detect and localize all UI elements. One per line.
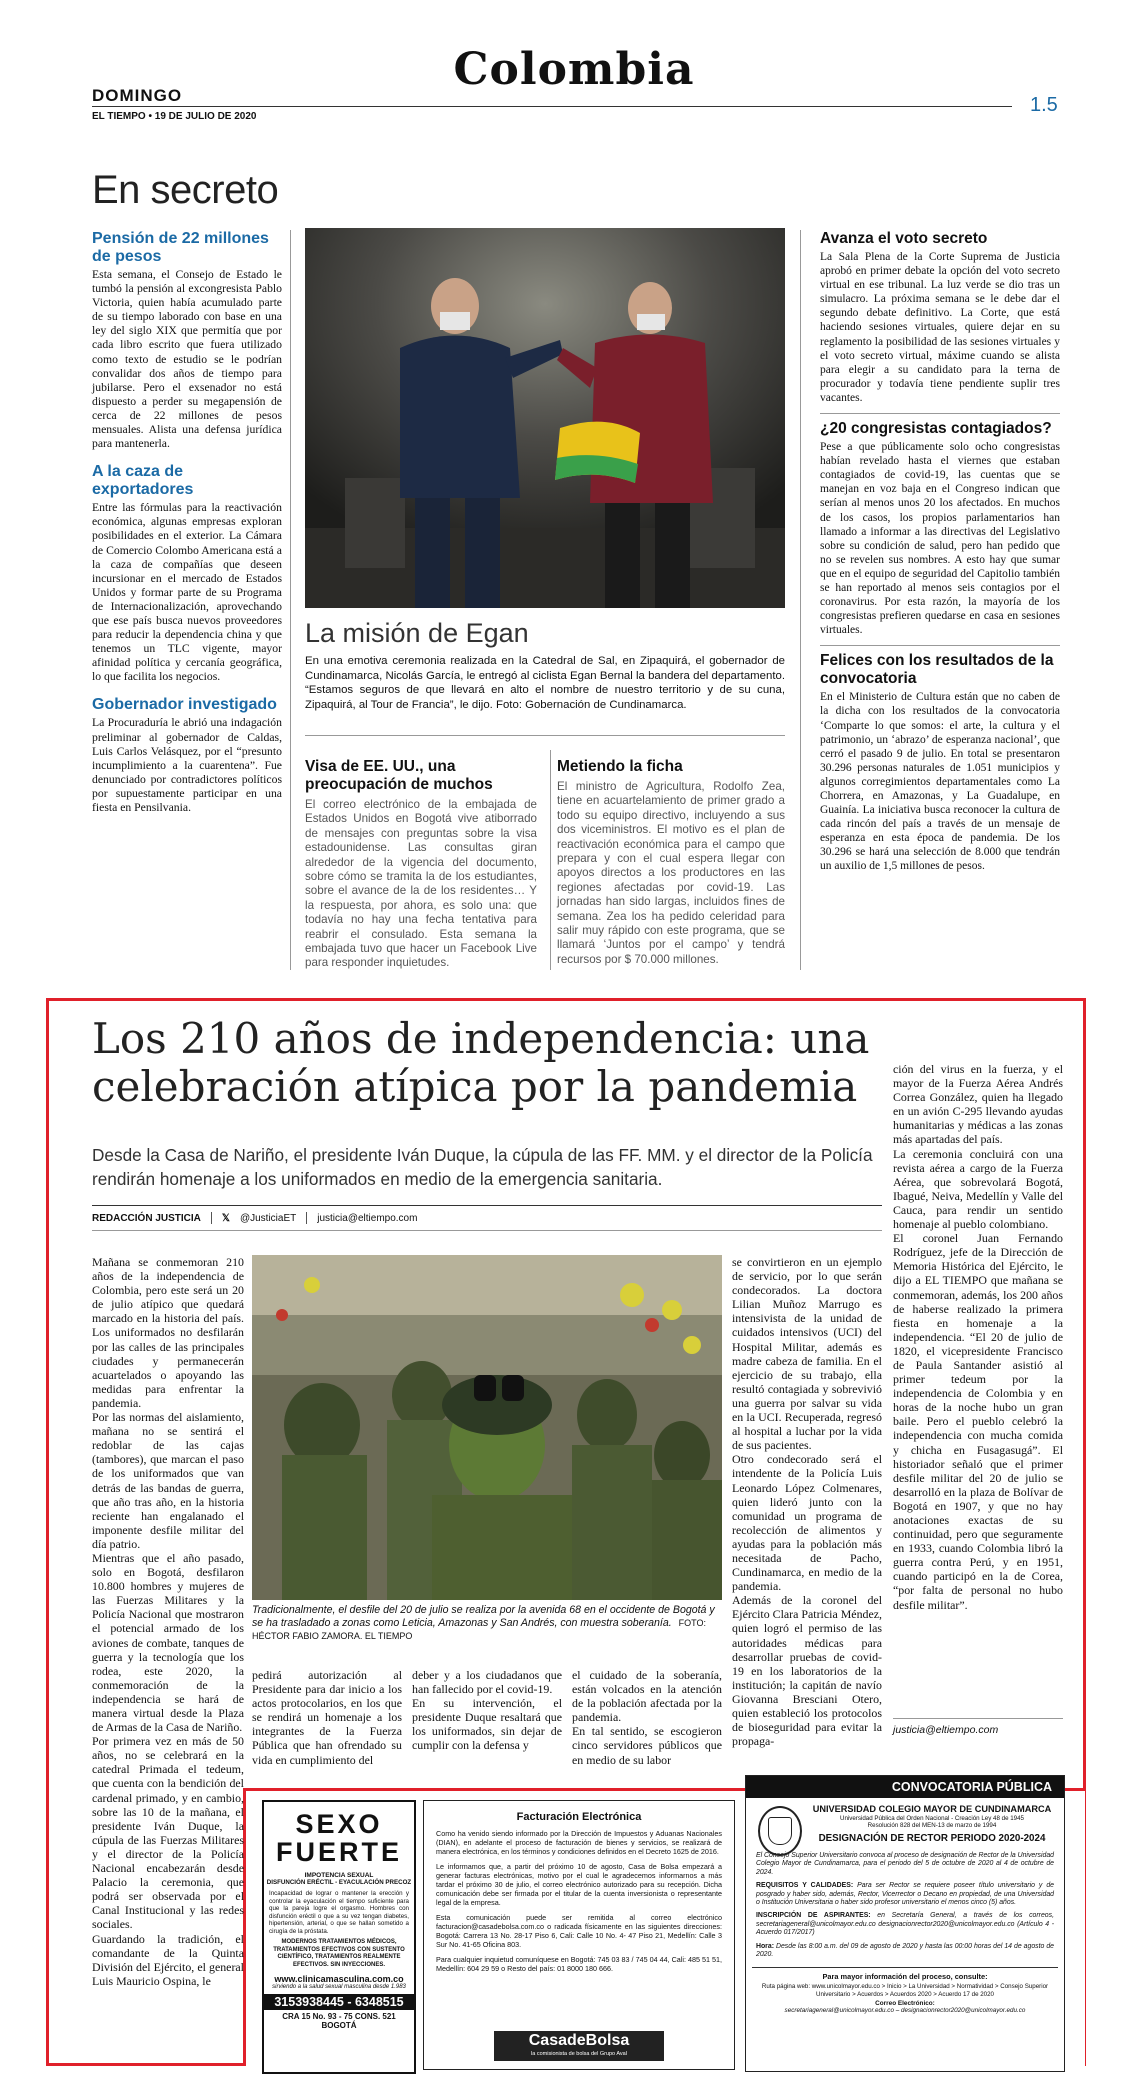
ad-factura-brand-bar xyxy=(494,2031,664,2061)
secreto-item-body: Esta semana, el Consejo de Estado le tumbó la pensión al excongresista Pablo Victoria, quien había acumulado parte de su tiempo laborado con base en una ley del siglo XIX que permitía que por cada libro escrito que fuera utilizado como texto de estudio se le podrían convalidar dos años de tiempo para jubilarse. Pero el exsenador no está dispuesto a perder su megapensión de cerca de 22 millones de pesos mensuales. Alista una defensa jurídica para mantenerla. xyxy=(92,268,282,451)
section-title: Colombia xyxy=(453,44,695,95)
byline-sep xyxy=(211,1212,212,1224)
ad-conv-p1: El Consejo Superior Universitario convoca al proceso de designación de Rector de la Universidad Colegio Mayor de Cundinamarca, para el periodo del 5 de octubre de 2020 al 4 de octubre de 2024. xyxy=(756,1852,1054,1876)
article-col-6: ción del virus en la fuerza, y el mayor de la Fuerza Aérea Andrés Correa González, quien ha llegado en un avión C-295 llevando ayudas humanitarias y médicas a las zonas más apartadas del país. La ceremonia concluirá con una revista aérea a cargo de la Fuerza Aérea, que sobrevolará Bogotá, Ibagué, Neiva, Medellín y Valle del Cauca, para rendir un sentido homenaje al pueblo colombiano. El coronel Juan Fernando Rodríguez, jefe de la Dirección de Memoria Histórica del Ejército, le dijo a EL TIEMPO que mañana se conmemoran, además, los 200 años de haberse realizado la primera fiesta en homenaje a la independencia. “El 20 de julio de 1820, el vicepresidente Francisco de Paula Santander asistió al primer tedeum por la independencia de Colombia y en horas de la noche hubo un gran baile. Pero el pueblo celebró la independencia con mucha comida y chicha en Fusagasugá”. El historiador señaló que el primer desfile militar del 20 de julio se desarrolló en la plaza de Bolívar de Bogotá en 1907, y que no hay anotaciones exactas de su continuidad, pero que seguramente en 1933, cuando Colombia libró la guerra contra Perú, y en 1951, cuando participó en la de Corea, “por falta de personal no hubo desfile militar”. xyxy=(893,1062,1063,1612)
paper-date: EL TIEMPO • 19 DE JULIO DE 2020 xyxy=(92,111,257,122)
right-item-body: En el Ministerio de Cultura están que no caben de la dicha con los resultados de la convocatoria ‘Comparte lo que somos: el arte, la cultura y el patrimonio, un ‘abrazo’ de esperanza nacional’, que cerró el pasado 9 de julio. En total se presentaron 30.296 personas naturales de 1.051 municipios y algunos corregimientos departamentales como La Chorrera, en Amazonas, y La Guadalupe, en Guainía. La iniciativa busca reconocer la cultura de cada rincón del país a través de un mensaje de esperanza en esta época de pandemia. De los 30.296 se hará una selección de 8.000 que tendrán un auxilio de 1,5 millones de pesos. xyxy=(820,691,1060,873)
article-deck: Desde la Casa de Nariño, el presidente Iván Duque, la cúpula de las FF. MM. y el director de la Policía rendirán homenaje a los uniformados en medio de la emergencia sanitaria. xyxy=(92,1145,873,1189)
ad-facturacion[interactable] xyxy=(423,1800,735,2070)
ad-sexo-title-1: SEXO xyxy=(295,1809,383,1839)
ad-conv-ins-text: en Secretaría General, a través de los correos, secretariageneral@unicolmayor.edu.co designacionrector2020@unicolmayor.edu.co (Artículo 4 - Acuerdo 017/2017) xyxy=(756,1912,1054,1937)
ad-sexo-fuerte[interactable] xyxy=(262,1800,416,2074)
ad-conv-req-label: REQUISITOS Y CALIDADES: xyxy=(756,1882,854,1890)
secreto-item-body: Entre las fórmulas para la reactivación económica, algunas empresas exploran posibilidades en el exterior. La Cámara de Comercio Colombo Americana está a la caza de compañías que deseen incursionar en el mercado de Estados Unidos y formar parte de su Programa de Internacionalización, aprovechando que ese país busca nuevos proveedores para reducir la dependencia china y que tenemos un TLC vigente, mayor afinidad política y cercanía geográfica, lo que facilita los negocios. xyxy=(92,501,282,684)
ad-conv-uni: UNIVERSIDAD COLEGIO MAYOR DE CUNDINAMARCA xyxy=(812,1804,1052,1814)
column-rule xyxy=(800,230,801,970)
center-rule xyxy=(305,735,785,736)
ad-factura-brand: CasadeBolsa xyxy=(528,2032,630,2049)
secreto-item-title: A la caza de exportadores xyxy=(92,463,194,499)
secreto-title: En secreto xyxy=(92,168,279,212)
right-item-body: La Sala Plena de la Corte Suprema de Justicia aprobó en primer debate la opción del voto secreto virtual en ese tribunal. La luz verde se dio tras un simulacro. La próxima semana se le debe dar el segundo debate definitivo. La Corte, que está haciendo sesiones virtuales, quiere dejar en su reglamento la posibilidad de las sesiones virtuales y el voto secreto virtual, máxime cuando se alista para elegir a su candidato para la terna de procurador y todavía tiene pendiente suplir tres vacantes. xyxy=(820,251,1060,404)
header-rule xyxy=(92,106,1012,107)
parade-photo xyxy=(252,1255,722,1600)
right-item-body: Pese a que públicamente solo ocho congresistas habían revelado hasta el viernes que estaban contagiados de covid-19, las cuentas que se manejan en voz baja en el Congreso indican que serían al menos unos 20 los afectados. En muchos de los casos, los propios parlamentarios han llamado a informar a las directivas del Legislativo sobre su condición de salud, pero han pedido que no se revelen sus nombres. A esto hay que sumar que en el equipo de seguridad del Capitolio también se han reportado al menos seis contagios por el coronavirus. Por esta razón, la mayoría de los congresistas prefieren quedarse en casa en sesiones virtuales. xyxy=(820,441,1060,637)
ad-factura-p3: Esta comunicación puede ser remitida al correo electrónico facturacion@casadebolsa.com.co o radicada físicamente en las siguientes direcciones: Bogotá: Carrera 13 No. 28-17 Piso 6, Cali: Calle 10 No. 4- 47 Piso 21, Medellín: Calle 3 Sur No. 41-65 Oficina 803. xyxy=(436,1913,722,1949)
ad-factura-brand-sub: la comisionista de bolsa del Grupo Aval xyxy=(531,2051,627,2057)
secreto-item-body: La Procuraduría le abrió una indagación preliminar al gobernador de Caldas, Luis Carlos Velásquez, por el “presunto incumplimiento a la cuarentena”. Fue denunciado por contradictores políticos por supuestamente participar en una fiesta en Pensilvania. xyxy=(92,716,282,814)
ad-sexo-sub-1: IMPOTENCIA SEXUAL xyxy=(304,1872,374,1879)
column-rule xyxy=(550,750,551,970)
day-label: DOMINGO xyxy=(92,86,183,105)
ad-factura-p2: Le informamos que, a partir del próximo 10 de agosto, Casa de Bolsa empezará a generar facturas electrónicas, motivo por el cual le agradecemos informarnos a más tardar el próximo 30 de julio, el correo electrónico autorizado para su recepción. Dicha comunicación debe ser firmada por el titular de la cuenta inversionista o representante legal de la empresa. xyxy=(436,1862,722,1907)
twitter-handle[interactable]: @JusticiaET xyxy=(239,1212,297,1224)
ad-conv-seal xyxy=(758,1806,802,1856)
byline-email[interactable]: justicia@eltiempo.com xyxy=(317,1212,418,1224)
ad-conv-mails[interactable]: secretariageneral@unicolmayor.edu.co – designacionrector2020@unicolmayor.edu.co xyxy=(784,2006,1026,2014)
visa-title: Visa de EE. UU., una preocupación de muchos xyxy=(305,758,493,793)
ficha-body: El ministro de Agricultura, Rodolfo Zea, tiene en acuartelamiento de primer grado a todo su equipo directivo, incluyendo a sus dos viceministros. El motivo es el plan de reactivación económica para el campo que prepara y con el cual espera llegar con apoyos directos a los productores en las regiones afectadas por covid-19. Las jornadas han sido largas, incluidos fines de semana. Zea los ha pedido celeridad para salir muy rápido con este programa, que se llamará ‘Juntos por el campo’ y tendrá recursos por $ 70.000 millones. xyxy=(557,780,785,966)
column-rule xyxy=(290,230,291,970)
ad-conv-headline: DESIGNACIÓN DE RECTOR PERIODO 2020-2024 xyxy=(818,1833,1046,1844)
article-col-3: deber y a los ciudadanos que han fallecido por el covid-19. En su intervención, el presidente Duque resaltará que los uniformados, sin dejar de cumplir con la defensa y xyxy=(412,1668,562,1753)
ad-conv-req-text: Para ser Rector se requiere poseer título universitario y de posgrado y haber sido, además, Rector, Vicerrector o Decano en propiedad, de una Universidad o Institución Universitaria o haber sido profesor universitario el menos cinco (5) años. xyxy=(756,1882,1054,1907)
ad-conv-web[interactable]: Ruta página web: www.unicolmayor.edu.co > Inicio > La Universidad > Normatividad > Consejo Superior Universitario > Acuerdos > Acuerdos 2020 > Acuerdo 17 de 2020 xyxy=(761,1983,1049,1999)
right-rule xyxy=(820,645,1060,646)
ad-conv-band: CONVOCATORIA PÚBLICA xyxy=(746,1776,1064,1798)
twitter-icon: 𝕏 xyxy=(221,1212,230,1224)
secreto-right-column xyxy=(820,230,1060,874)
right-item-title: Felices con los resultados de la convocatoria xyxy=(820,652,1054,688)
byline-rule-bottom xyxy=(92,1230,882,1231)
ad-sexo-body: Incapacidad de lograr o mantener la erección y controlar la eyaculación el tiempo suficiente para que la pareja logre el orgasmo. Hombres con disfunción eréctil o que a su vez tengan diabetes, hipertensión, arterial, o que se hallan sometido a cirugía de la próstata. xyxy=(269,1890,409,1935)
right-rule xyxy=(820,413,1060,414)
ad-conv-hora-label: Hora: xyxy=(756,1942,774,1950)
ad-sexo-address: CRA 15 No. 93 - 75 CONS. 521 BOGOTÁ xyxy=(282,2012,396,2030)
ad-conv-hora-text: Desde las 8:00 a.m. del 09 de agosto de 2020 y hasta las 00:00 horas del 14 de agosto de 2020. xyxy=(756,1942,1054,1959)
photo-credit: FOTO: HÉCTOR FABIO ZAMORA. EL TIEMPO xyxy=(252,1618,706,1641)
visa-body: El correo electrónico de la embajada de Estados Unidos en Bogotá vive atiborrado de mensajes con preguntas sobre la visa estadounidense. Las consultas giran alrededor de la vigencia del documento, sobre cómo se tramita la de los estudiantes, sobre el avance de la de los residentes… Y la respuesta, por ahora, es solo una: que todavía no hay una fecha tentativa para reabrir el consulado. Esta semana la embajada tuvo que hacer un Facebook Live para responder inquietudes. xyxy=(305,798,537,970)
ad-sexo-phones: 3153938445 - 6348515 xyxy=(264,1994,414,2010)
ad-conv-hora xyxy=(756,1943,1054,1960)
photo-caption-text: Tradicionalmente, el desfile del 20 de julio se realiza por la avenida 68 en el occidente de Bogotá y se ha trasladado a zonas como Leticia, Amazonas y San Andrés, con muestra soberanía. xyxy=(252,1604,715,1629)
byline-author: REDACCIÓN JUSTICIA xyxy=(92,1212,201,1224)
ad-sexo-sub-2: DISFUNCIÓN ERÉCTIL - EYACULACIÓN PRECOZ xyxy=(266,1879,412,1886)
egan-photo xyxy=(305,228,785,608)
end-rule xyxy=(893,1718,1063,1719)
ad-convocatoria[interactable] xyxy=(745,1775,1065,2072)
secreto-left-column xyxy=(92,230,282,815)
ad-factura-p1: Como ha venido siendo informado por la Dirección de Impuestos y Aduanas Nacionales (DIAN), en adelante el proceso de facturación de bienes y servicios, se realizará de manera electrónica, en los términos y condiciones definidos en el Decreto 1625 de 2016. xyxy=(436,1829,722,1856)
secreto-item-title: Gobernador investigado xyxy=(92,696,277,714)
ad-conv-ins xyxy=(756,1912,1054,1937)
article-col-1: Mañana se conmemoran 210 años de la independencia de Colombia, pero este será un 20 de julio atípico que quedará marcado en la historia del país. Los uniformados no desfilarán por las calles de las principales ciudades y permanecerán acuartelados o apoyando las medidas para enfrentar la pandemia. Por las normas del aislamiento, mañana no se sentirá el redoblar de las cajas (tambores), que marcan el paso de los uniformados que van detrás de las bandas de guerra, que año tras año, en la historia reciente han engalanado el imponente desfile militar del día patrio. Mientras que el año pasado, solo en Bogotá, desfilaron 10.800 hombres y mujeres de las Fuerzas Militares y la Policía Nacional que mostraron el potencial armado de los aviones de combate, tanques de guerra y la tecnología que los rodea, este 2020, la conmemoración de la independencia se hará de manera virtual desde la Plaza de Armas de la Casa de Nariño. Por primera vez en más de 50 años, no se celebrará en la catedral Primada el tedeum, que cuenta con la bendición del cardenal primado, y en cambio, sobre las 10 de la mañana, el presidente Iván Duque, la cúpula de las Fuerzas Militares y el director de la Policía Nacional encabezarán desde Palacio la ceremonia, que podrá ser observada por el Canal Institucional y las redes sociales. Guardando la tradición, el comandante de la Quinta División del Ejército, el general Luis Mauricio Ospina, le xyxy=(92,1255,244,1988)
secreto-item-title: Pensión de 22 millones de pesos xyxy=(92,230,269,265)
ad-conv-seal-icon xyxy=(768,1817,792,1845)
article-headline: Los 210 años de independencia: una celebración atípica por la pandemia xyxy=(92,1014,870,1111)
article-col-4: el cuidado de la soberanía, están volcados en la atención de la población afectada por la pandemia. En tal sentido, se escogieron cinco servidores públicos que en medio de su labor xyxy=(572,1668,722,1767)
visa-block xyxy=(305,758,537,971)
byline-rule-top xyxy=(92,1205,882,1206)
ad-factura-title: Facturación Electrónica xyxy=(516,1811,642,1823)
ad-conv-uni-sub-2: Resolución 828 del MEN-13 de marzo de 1994 xyxy=(867,1822,997,1829)
photo-caption-block xyxy=(252,1604,722,1643)
right-item-title: Avanza el voto secreto xyxy=(820,230,988,247)
ad-sexo-title-2: FUERTE xyxy=(276,1837,402,1867)
ad-sexo-web[interactable]: www.clinicamasculina.com.co xyxy=(274,1974,404,1984)
ad-conv-ins-label: INSCRIPCIÓN DE ASPIRANTES: xyxy=(756,1912,871,1920)
ad-conv-mail-label: Correo Electrónico: xyxy=(875,1999,935,2007)
ad-conv-req xyxy=(756,1882,1054,1907)
ficha-block xyxy=(557,758,785,967)
page-number: 1.5 xyxy=(1030,94,1058,116)
byline-sep xyxy=(306,1212,307,1224)
right-item-title: ¿20 congresistas contagiados? xyxy=(820,420,1052,438)
ad-sexo-tag: sirviendo a la salud sexual masculina desde 1.983 xyxy=(272,1984,406,1990)
article-col-2: pedirá autorización al Presidente para dar inicio a los actos protocolarios, en los que se rendirá un homenaje a los integrantes de la Fuerza Pública que han ofrendado su vida en cumplimiento del xyxy=(252,1668,402,1767)
photo-caption: En una emotiva ceremonia realizada en la Catedral de Sal, en Zipaquirá, el gobernador de Cundinamarca, Nicolás García, le entregó al ciclista Egan Bernal la bandera del departamento. “Estamos seguros de que llevará en alto el nombre de nuestro territorio y de su cuna, Zipaquirá, al Tour de Francia”, le dijo. Foto: Gobernación de Cundinamarca. xyxy=(305,655,785,711)
ad-factura-p4: Para cualquier inquietud comuníquese en Bogotá: 745 03 83 / 745 04 44, Cali: 485 51 51, Medellín: 604 29 59 o Resto del país: 01 8000 180 666. xyxy=(436,1955,722,1973)
ad-conv-more: Para mayor información del proceso, consulte: xyxy=(752,1967,1058,1981)
ad-conv-uni-sub-1: Universidad Pública del Orden Nacional - Creación Ley 48 de 1945 xyxy=(839,1815,1024,1822)
ad-sexo-sub-3: MODERNOS TRATAMIENTOS MÉDICOS, TRATAMIENTOS EFECTIVOS CON SUSTENTO CIENTÍFICO, TRATAMIENTOS REALMENTE EFECTIVOS. SIN INYECCIONES. xyxy=(273,1939,405,1968)
end-email[interactable]: justicia@eltiempo.com xyxy=(893,1724,999,1736)
byline xyxy=(92,1212,417,1224)
photo-title: La misión de Egan xyxy=(305,618,529,648)
article-col-5: se convirtieron en un ejemplo de servicio, por lo que serán condecorados. La doctora Lilian Muñoz Marrugo es intensivista de la unidad de cuidados intensivos (UCI) del Hospital Militar, además es madre cabeza de familia. En el ejercicio de su trabajo, ella resultó contagiada y sobrevivió una guerra por salvar su vida en la UCI. Recuperada, regresó al hospital a luchar por la vida de sus pacientes. Otro condecorado será el intendente de la Policía Luis Leonardo López Colmenares, quien lideró junto con la comunidad un programa de recolección de alimentos y ayudas para la población más necesitada de Pacho, Cundinamarca, en medio de la pandemia. Además de la coronel del Ejército Clara Patricia Méndez, quien logró el permiso de las autoridades médicas para desarrollar pruebas de covid-19 en los laboratorios de la institución; la capitán de navío Giovanna Bresciani Otero, quien estableció los protocolos de bioseguridad para evitar la propaga- xyxy=(732,1255,882,1749)
ficha-title: Metiendo la ficha xyxy=(557,758,683,775)
